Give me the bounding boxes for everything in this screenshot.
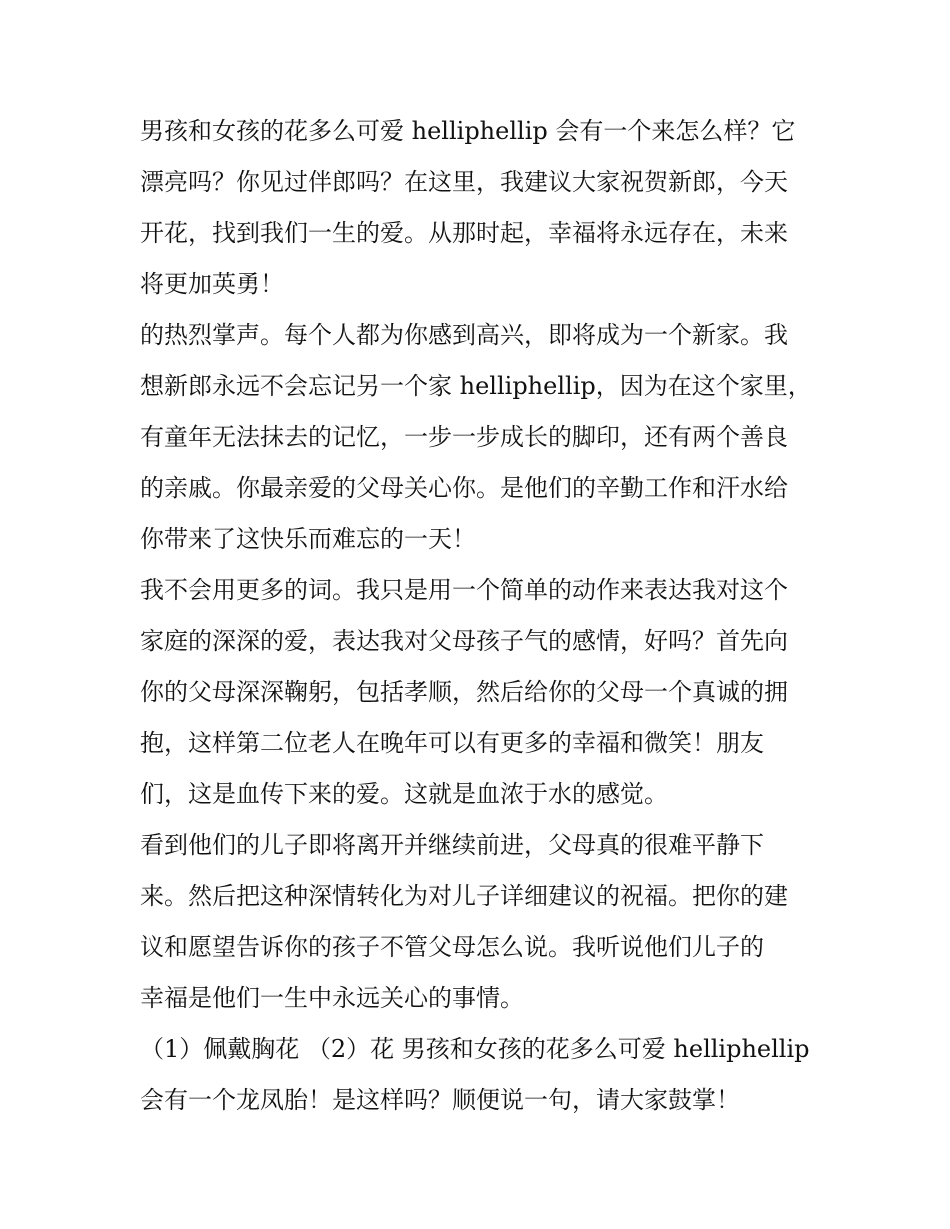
paragraph-5 [140,1024,812,1126]
text-line: 漂亮吗？你见过伴郎吗？在这里，我建议大家祝贺新郎，今天 [140,168,788,196]
text-line: 开花，找到我们一生的爱。从那时起，幸福将永远存在，未来 [140,219,788,247]
paragraph-1 [140,106,812,310]
text-line: 男孩和女孩的花多么可爱 helliphellip 会有一个来怎么样？它 [140,117,796,145]
text-line: 你的父母深深鞠躬，包括孝顺，然后给你的父母一个真诚的拥 [140,678,788,706]
text-line: 们，这是血传下来的爱。这就是血浓于水的感觉。 [140,780,668,808]
text-line: 抱，这样第二位老人在晚年可以有更多的幸福和微笑！朋友 [140,729,764,757]
text-line: 家庭的深深的爱，表达我对父母孩子气的感情，好吗？首先向 [140,627,788,655]
text-line: 想新郎永远不会忘记另一个家 helliphellip，因为在这个家里， [140,372,812,400]
text-line: 将更加英勇！ [140,270,284,298]
paragraph-3 [140,565,812,820]
paragraph-4 [140,820,812,1024]
text-line: 会有一个龙凤胎！是这样吗？顺便说一句，请大家鼓掌！ [140,1086,740,1114]
text-line: 我不会用更多的词。我只是用一个简单的动作来表达我对这个 [140,576,788,604]
text-line: 你带来了这快乐而难忘的一天！ [140,525,476,553]
text-line: 来。然后把这种深情转化为对儿子详细建议的祝福。把你的建 [140,882,788,910]
paragraph-2 [140,310,812,565]
document-body [140,106,812,1126]
text-line: （1）佩戴胸花 （2）花 男孩和女孩的花多么可爱 helliphellip [140,1035,810,1063]
text-line: 幸福是他们一生中永远关心的事情。 [140,984,524,1012]
text-line: 的热烈掌声。每个人都为你感到高兴，即将成为一个新家。我 [140,321,788,349]
text-line: 看到他们的儿子即将离开并继续前进，父母真的很难平静下 [140,831,764,859]
text-line: 有童年无法抹去的记忆，一步一步成长的脚印，还有两个善良 [140,423,788,451]
text-line: 议和愿望告诉你的孩子不管父母怎么说。我听说他们儿子的 [140,933,764,961]
text-line: 的亲戚。你最亲爱的父母关心你。是他们的辛勤工作和汗水给 [140,474,788,502]
